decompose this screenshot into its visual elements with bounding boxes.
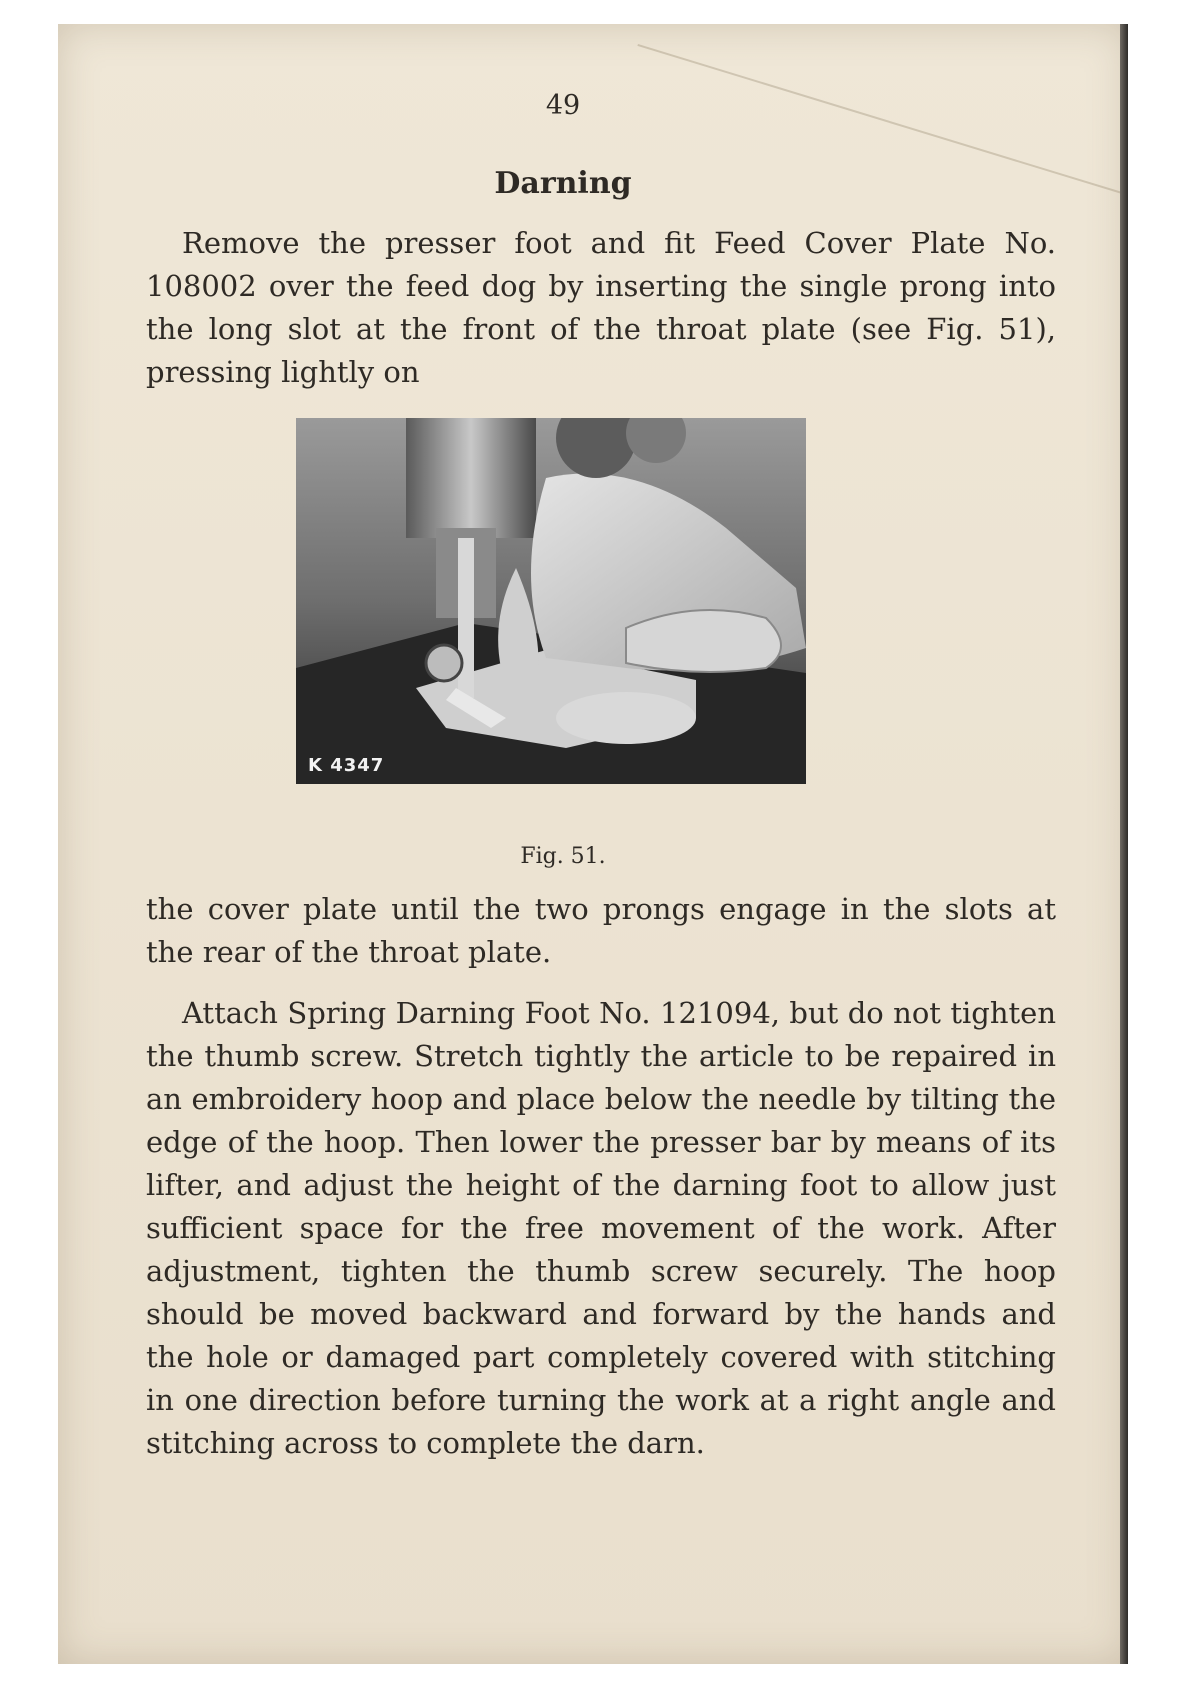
paragraph-continued: the cover plate until the two prongs engage in the slots at the rear of the throat plate.: [146, 892, 1056, 969]
page-number: 49: [545, 90, 581, 121]
figure-caption: Fig. 51.: [520, 844, 606, 869]
sewing-machine-photo: [296, 418, 806, 784]
paragraph-instructions: Attach Spring Darning Foot No. 121094, but do not tighten the thumb screw. Stretch tightly the article to be repaired in an embroidery hoop and place below the needle by tilting the edge of the hoop. Then lower the presser bar by means of its lifter, and adjust the height of the darning foot to allow just sufficient space for the free movement of the work. After adjustment, tighten the thumb screw securely. The hoop should be moved backward and forward by the hands and the hole or damaged part completely covered with stitching in one direction before turning the work at a right angle and stitching across to complete the darn.: [146, 996, 1056, 1460]
section-heading: Darning: [494, 166, 632, 201]
figure-photo: [296, 418, 806, 784]
page-edge-shadow: [1120, 24, 1128, 1664]
book-page: [58, 24, 1128, 1664]
figure-code-label: K 4347: [308, 755, 385, 776]
paragraph-intro: Remove the presser foot and fit Feed Cover Plate No. 108002 over the feed dog by inserting the single prong into the long slot at the front of the throat plate (see Fig. 51), pressing lightly on: [146, 226, 1056, 389]
